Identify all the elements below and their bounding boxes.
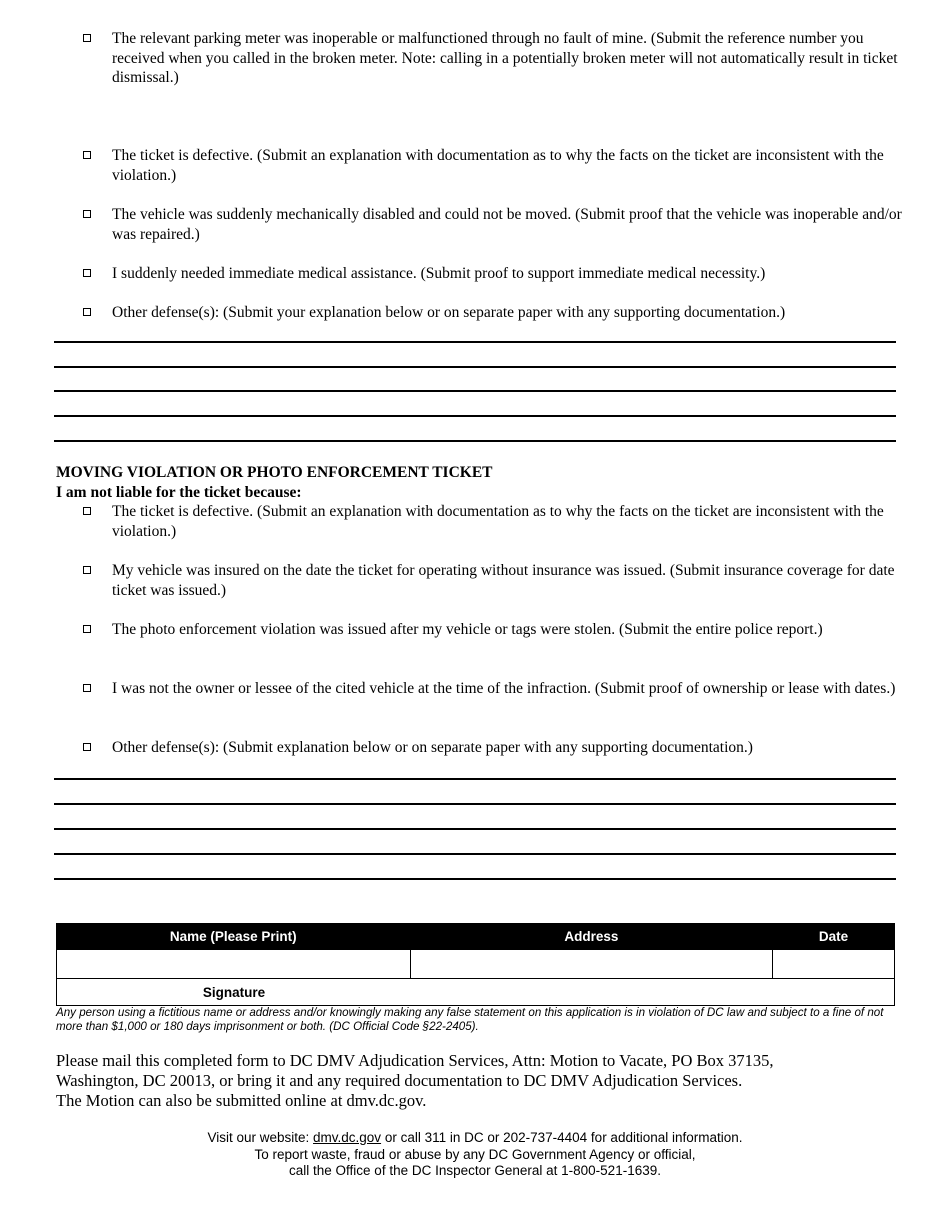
mail-line: Washington, DC 20013, or bring it and any required documentation to DC DMV Adjudication Services.: [56, 1071, 743, 1090]
footer: [0, 1130, 950, 1180]
checkbox[interactable]: [83, 308, 91, 316]
moving-explanation-line[interactable]: [54, 803, 896, 805]
signature-label: Signature: [202, 984, 266, 1000]
checkbox[interactable]: [83, 34, 91, 42]
website-link[interactable]: dmv.dc.gov: [313, 1130, 382, 1145]
checkbox[interactable]: [83, 566, 91, 574]
option-text: I was not the owner or lessee of the cited vehicle at the time of the infraction. (Submit proof of ownership or lease with dates.): [112, 680, 896, 697]
moving-option-stolen: [83, 620, 903, 640]
option-text: Other defense(s): (Submit explanation below or on separate paper with any supporting documentation.): [112, 739, 753, 756]
mail-line: Please mail this completed form to DC DMV Adjudication Services, Attn: Motion to Vacate, PO Box 37135,: [56, 1051, 774, 1070]
option-text: The vehicle was suddenly mechanically disabled and could not be moved. (Submit proof that the vehicle was inoperable and/or was repaired.): [112, 206, 902, 243]
name-field[interactable]: [57, 950, 411, 979]
footer-visit-line: [0, 1130, 950, 1147]
parking-option-broken-meter: [83, 29, 903, 88]
option-text: I suddenly needed immediate medical assistance. (Submit proof to support immediate medical necessity.): [112, 265, 766, 282]
visit-prefix: Visit our website:: [207, 1130, 314, 1145]
parking-option-vehicle-disabled: [83, 205, 903, 244]
parking-option-medical: [83, 264, 903, 284]
signature-table: [56, 923, 895, 1006]
checkbox[interactable]: [83, 151, 91, 159]
moving-option-other: [83, 738, 903, 758]
moving-section-title: MOVING VIOLATION OR PHOTO ENFORCEMENT TICKET: [56, 464, 493, 481]
option-text: The ticket is defective. (Submit an explanation with documentation as to why the facts on the ticket are inconsistent with the violation.): [112, 503, 884, 540]
date-field[interactable]: [773, 950, 895, 979]
moving-explanation-line[interactable]: [54, 828, 896, 830]
parking-explanation-line[interactable]: [54, 390, 896, 392]
moving-option-insured: [83, 561, 903, 600]
name-header: Name (Please Print): [57, 924, 411, 950]
checkbox[interactable]: [83, 684, 91, 692]
option-text: My vehicle was insured on the date the ticket for operating without insurance was issued. (Submit insurance coverage for date ticket was issued.): [112, 562, 895, 599]
parking-option-defective-ticket: [83, 146, 903, 185]
signature-field[interactable]: [57, 979, 895, 1006]
moving-option-not-owner: [83, 679, 903, 699]
visit-suffix: or call 311 in DC or 202-737-4404 for additional information.: [381, 1130, 743, 1145]
moving-option-defective-ticket: [83, 502, 903, 541]
checkbox[interactable]: [83, 210, 91, 218]
option-text: Other defense(s): (Submit your explanation below or on separate paper with any supporting documentation.): [112, 304, 786, 321]
option-text: The relevant parking meter was inoperable or malfunctioned through no fault of mine. (Submit the reference number you received when you called in the broken meter. Note: calling in a potentially broken meter will not automatically result in ticket dismissal.): [112, 30, 898, 86]
mail-instructions: [56, 1051, 916, 1111]
checkbox[interactable]: [83, 625, 91, 633]
option-text: The ticket is defective. (Submit an explanation with documentation as to why the facts on the ticket are inconsistent with the violation.): [112, 147, 884, 184]
date-header: Date: [773, 924, 895, 950]
parking-explanation-line[interactable]: [54, 341, 896, 343]
parking-explanation-line[interactable]: [54, 415, 896, 417]
moving-explanation-line[interactable]: [54, 778, 896, 780]
footer-fraud-line: To report waste, fraud or abuse by any DC Government Agency or official,: [254, 1146, 696, 1162]
checkbox[interactable]: [83, 507, 91, 515]
moving-explanation-line[interactable]: [54, 878, 896, 880]
footer-inspector-line: call the Office of the DC Inspector General at 1-800-521-1639.: [289, 1163, 661, 1178]
moving-explanation-line[interactable]: [54, 853, 896, 855]
moving-section-subtitle: I am not liable for the ticket because:: [56, 484, 302, 501]
parking-explanation-line[interactable]: [54, 440, 896, 442]
parking-option-other: [83, 303, 903, 323]
checkbox[interactable]: [83, 743, 91, 751]
mail-line: The Motion can also be submitted online at dmv.dc.gov.: [56, 1091, 427, 1110]
checkbox[interactable]: [83, 269, 91, 277]
parking-explanation-line[interactable]: [54, 366, 896, 368]
address-header: Address: [410, 924, 773, 950]
option-text: The photo enforcement violation was issued after my vehicle or tags were stolen. (Submit the entire police report.): [112, 621, 823, 638]
address-field[interactable]: [410, 950, 773, 979]
legal-disclaimer: Any person using a fictitious name or address and/or knowingly making any false statement on this application is in violation of DC law and subject to a fine of not more than $1,000 or 180 days imprisonment or both. (DC Official Code §22-2405).: [56, 1006, 884, 1033]
